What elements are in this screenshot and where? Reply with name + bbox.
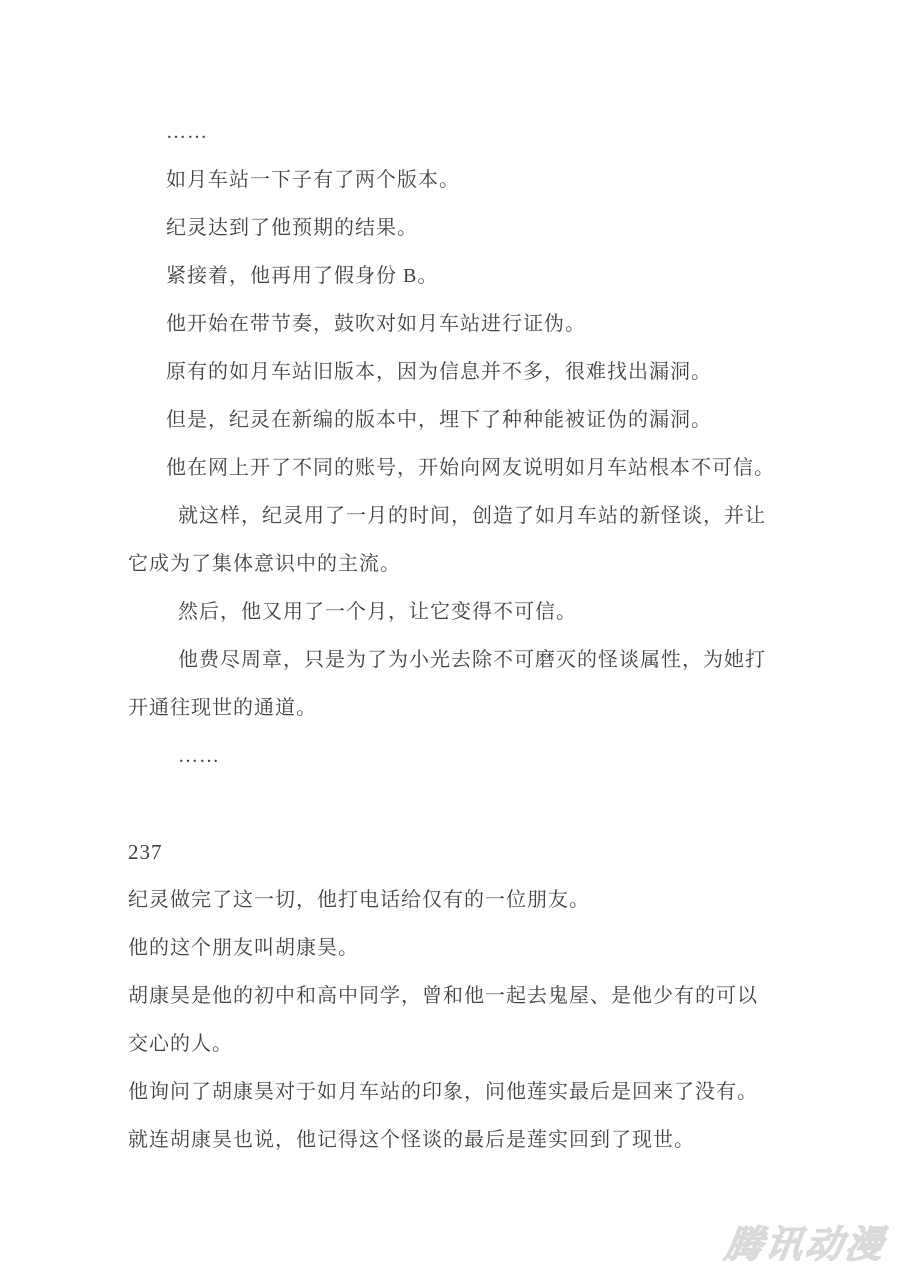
text-line: 他的这个朋友叫胡康昊。 bbox=[128, 937, 359, 959]
text-line: 如月车站一下子有了两个版本。 bbox=[166, 169, 460, 191]
text-line: 然后，他又用了一个月，让它变得不可信。 bbox=[178, 601, 577, 623]
text-line: 纪灵做完了这一切，他打电话给仅有的一位朋友。 bbox=[128, 889, 590, 911]
text-line: 就连胡康昊也说，他记得这个怪谈的最后是莲实回到了现世。 bbox=[128, 1129, 695, 1151]
ellipsis-line: …… bbox=[178, 745, 220, 767]
text-line: 就这样，纪灵用了一月的时间，创造了如月车站的新怪谈，并让 bbox=[178, 505, 766, 527]
chapter-number: 237 bbox=[128, 840, 163, 864]
section-gap bbox=[128, 780, 788, 828]
text-line: 但是，纪灵在新编的版本中，埋下了种种能被证伪的漏洞。 bbox=[166, 409, 712, 431]
text-line: 他开始在带节奏，鼓吹对如月车站进行证伪。 bbox=[166, 313, 586, 335]
text-line: 他询问了胡康昊对于如月车站的印象，问他莲实最后是回来了没有。 bbox=[128, 1081, 758, 1103]
text-line: 他在网上开了不同的账号，开始向网友说明如月车站根本不可信。 bbox=[166, 457, 775, 479]
text-line: 开通往现世的通道。 bbox=[128, 697, 317, 719]
text-line: 他费尽周章，只是为了为小光去除不可磨灭的怪谈属性，为她打 bbox=[178, 649, 766, 671]
text-column bbox=[128, 108, 788, 1164]
text-line: 交心的人。 bbox=[128, 1033, 233, 1055]
text-line: 原有的如月车站旧版本，因为信息并不多，很难找出漏洞。 bbox=[166, 361, 712, 383]
ellipsis-line: …… bbox=[166, 121, 208, 143]
tencent-comics-watermark: 腾讯动漫 bbox=[722, 1225, 889, 1266]
text-line: 它成为了集体意识中的主流。 bbox=[128, 553, 401, 575]
text-line: 胡康昊是他的初中和高中同学，曾和他一起去鬼屋、是他少有的可以 bbox=[128, 985, 758, 1007]
text-line: 纪灵达到了他预期的结果。 bbox=[166, 217, 418, 239]
text-line: 紧接着，他再用了假身份 B。 bbox=[166, 265, 439, 287]
